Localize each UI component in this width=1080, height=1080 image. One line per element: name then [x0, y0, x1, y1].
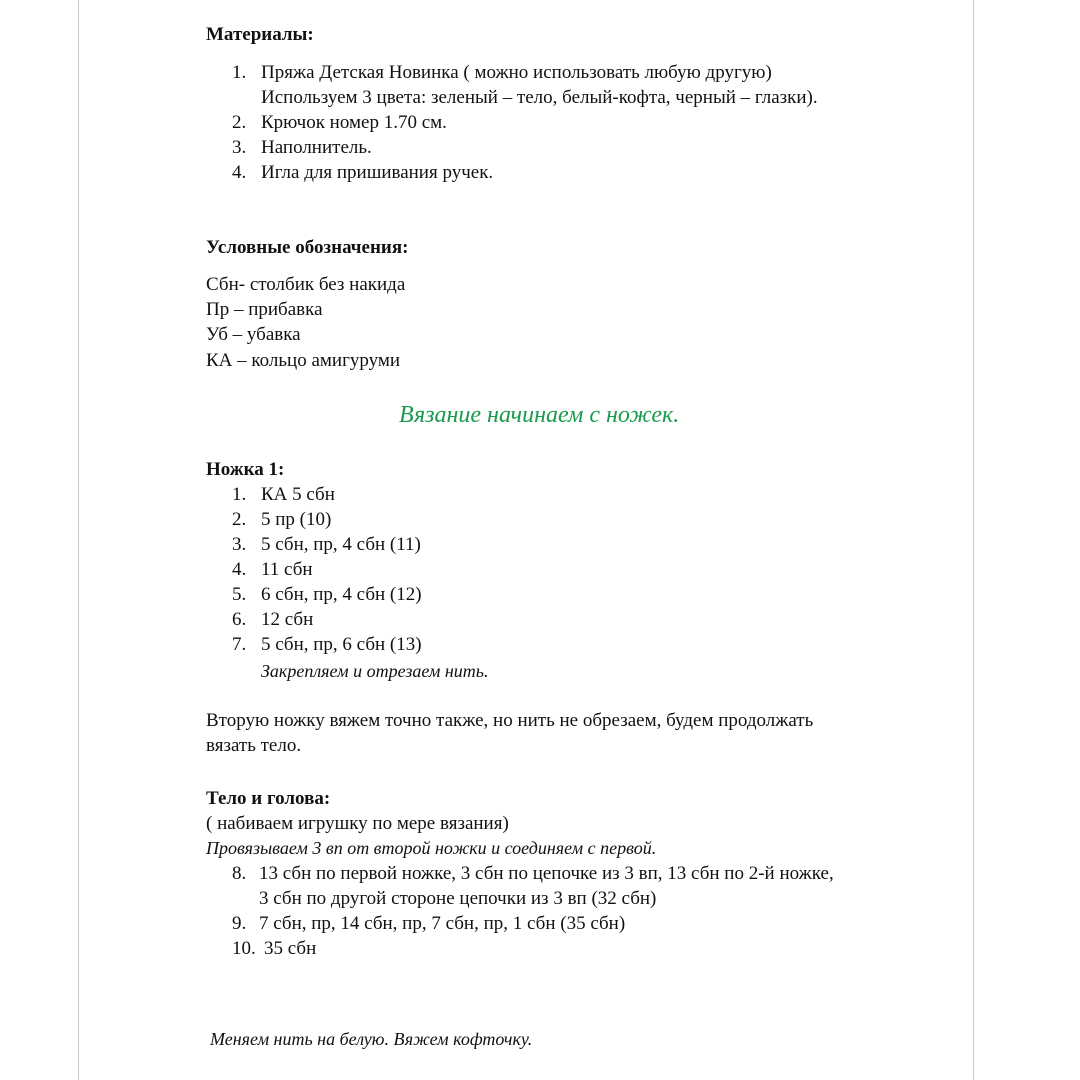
leg-note: Закрепляем и отрезаем нить.: [261, 661, 489, 681]
row-number: 7.: [232, 634, 247, 655]
row-number: 6.: [232, 609, 247, 630]
row-number: 1.: [232, 484, 247, 505]
row-text: 5 сбн, пр, 6 сбн (13): [261, 634, 422, 655]
body-subtitle: ( набиваем игрушку по мере вязания): [206, 813, 509, 834]
row-text: 11 сбн: [261, 559, 313, 580]
legend-line: Пр – прибавка: [206, 299, 323, 320]
row-number: 5.: [232, 584, 247, 605]
row-number: 9.: [232, 913, 247, 934]
row-text: 5 пр (10): [261, 509, 332, 530]
row-text: 35 сбн: [264, 938, 317, 959]
row-text: КА 5 сбн: [261, 484, 335, 505]
section-title: Вязание начинаем с ножек.: [399, 402, 680, 428]
paragraph-line: Вторую ножку вяжем точно также, но нить не обрезаем, будем продолжать: [206, 710, 814, 731]
row-text: 5 сбн, пр, 4 сбн (11): [261, 534, 421, 555]
list-item-text: Используем 3 цвета: зеленый – тело, белый-кофта, черный – глазки).: [261, 87, 818, 108]
legend-line: Сбн- столбик без накида: [206, 274, 406, 295]
list-item-text: Пряжа Детская Новинка ( можно использовать любую другую): [261, 62, 772, 83]
row-number: 2.: [232, 509, 247, 530]
row-number: 8.: [232, 863, 247, 884]
row-number: 10.: [232, 938, 256, 959]
materials-heading: Материалы:: [206, 24, 314, 45]
list-item: 4.: [232, 162, 247, 183]
body-instruction: Провязываем 3 вп от второй ножки и соединяем с первой.: [206, 838, 657, 858]
list-item-text: Наполнитель.: [261, 137, 372, 158]
list-item-text: Игла для пришивания ручек.: [261, 162, 494, 183]
row-text: 13 сбн по первой ножке, 3 сбн по цепочке из 3 вп, 13 сбн по 2-й ножке,: [259, 863, 834, 884]
row-text: 6 сбн, пр, 4 сбн (12): [261, 584, 422, 605]
paragraph-line: вязать тело.: [206, 735, 302, 756]
row-text: 12 сбн: [261, 609, 314, 630]
list-item-text: Крючок номер 1.70 см.: [261, 112, 447, 133]
legend-line: Уб – убавка: [206, 324, 301, 345]
legend-heading: Условные обозначения:: [206, 237, 409, 258]
row-text: 7 сбн, пр, 14 сбн, пр, 7 сбн, пр, 1 сбн (35 сбн): [259, 913, 626, 934]
row-text: 3 сбн по другой стороне цепочки из 3 вп (32 сбн): [259, 888, 657, 909]
list-item: 3.: [232, 137, 247, 158]
list-item: 2.: [232, 112, 247, 133]
row-number: 3.: [232, 534, 247, 555]
legend-line: КА – кольцо амигуруми: [206, 350, 401, 371]
list-item: 1.: [232, 62, 247, 83]
row-number: 4.: [232, 559, 247, 580]
leg-heading: Ножка 1:: [206, 459, 285, 480]
footer-note: Меняем нить на белую. Вяжем кофточку.: [210, 1029, 533, 1049]
body-heading: Тело и голова:: [206, 788, 331, 809]
